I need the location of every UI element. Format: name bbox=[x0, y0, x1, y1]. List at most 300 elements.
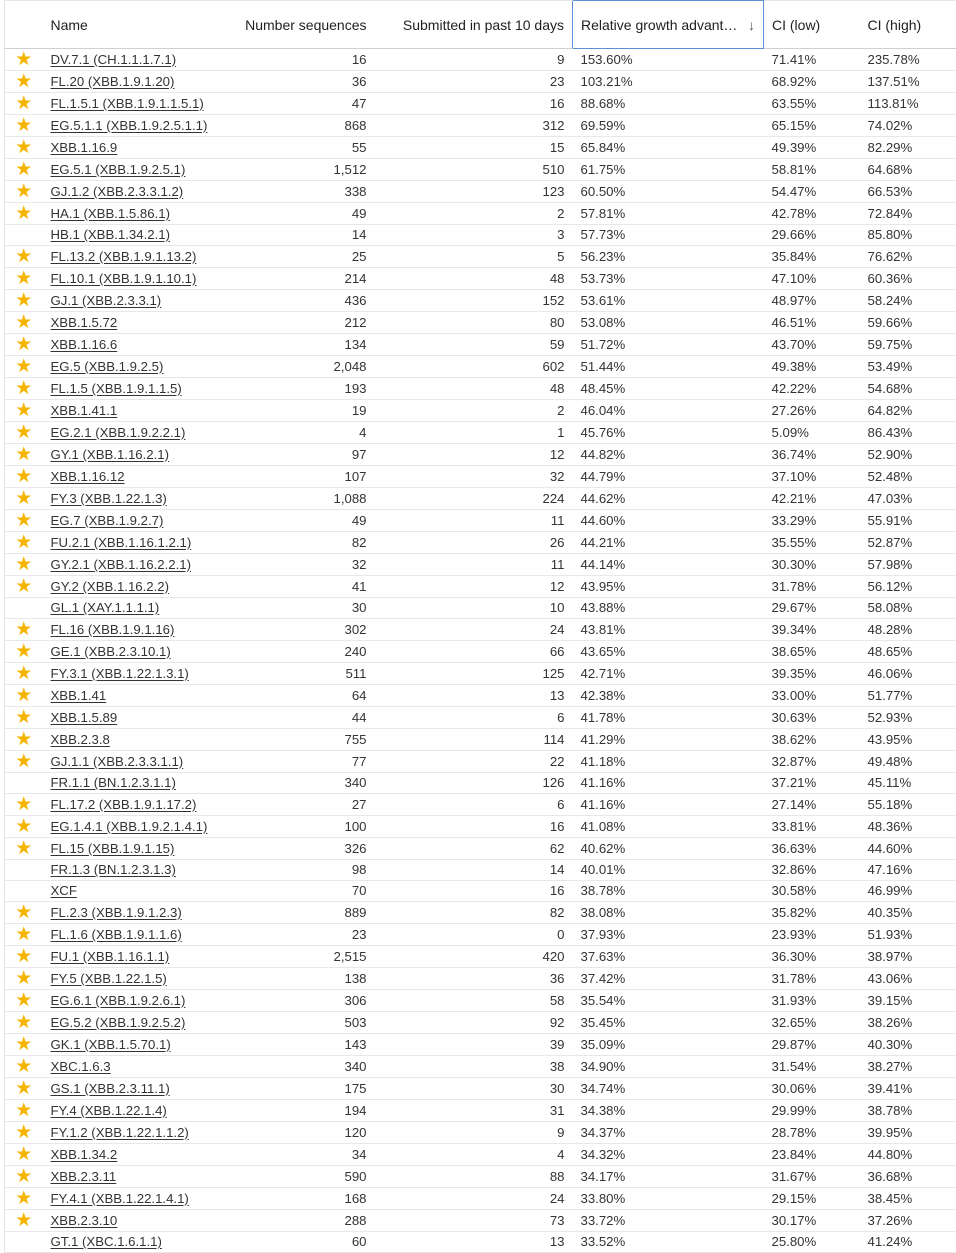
lineage-name-cell bbox=[43, 268, 201, 290]
lineage-link[interactable]: EG.5.1.1 (XBB.1.9.2.5.1.1) bbox=[50, 117, 208, 133]
table-row[interactable] bbox=[5, 1188, 956, 1210]
star-cell[interactable] bbox=[5, 881, 43, 902]
number-sequences-cell: 134 bbox=[201, 334, 375, 356]
lineage-name-cell bbox=[43, 444, 201, 466]
ci-high-cell: 43.95% bbox=[860, 729, 956, 751]
star-icon[interactable]: ★ bbox=[15, 1210, 33, 1231]
table-row[interactable] bbox=[5, 1078, 956, 1100]
table-row[interactable] bbox=[5, 881, 956, 902]
star-icon[interactable]: ★ bbox=[15, 576, 33, 597]
star-icon[interactable]: ★ bbox=[15, 685, 33, 706]
ci-high-cell: 51.77% bbox=[860, 685, 956, 707]
relative-growth-cell: 37.42% bbox=[573, 968, 764, 990]
table-row[interactable] bbox=[5, 1034, 956, 1056]
ci-high-cell: 53.49% bbox=[860, 356, 956, 378]
number-sequences-cell: 338 bbox=[201, 181, 375, 203]
lineage-link[interactable]: GJ.1.2 (XBB.2.3.3.1.2) bbox=[50, 183, 184, 199]
lineage-name-cell bbox=[43, 946, 201, 968]
ci-high-cell: 39.41% bbox=[860, 1078, 956, 1100]
table-row[interactable] bbox=[5, 93, 956, 115]
column-header-ci-low[interactable]: CI (low) bbox=[764, 1, 860, 49]
star-icon[interactable]: ★ bbox=[15, 334, 33, 355]
star-cell[interactable] bbox=[5, 1232, 43, 1253]
ci-high-cell: 64.68% bbox=[860, 159, 956, 181]
star-icon[interactable]: ★ bbox=[15, 1012, 33, 1033]
lineage-link[interactable]: FL.17.2 (XBB.1.9.1.17.2) bbox=[50, 796, 197, 812]
lineage-link[interactable]: HB.1 (XBB.1.34.2.1) bbox=[50, 227, 170, 242]
star-icon[interactable]: ★ bbox=[15, 1122, 33, 1143]
table-row[interactable] bbox=[5, 816, 956, 838]
star-cell[interactable] bbox=[5, 1122, 43, 1144]
star-icon[interactable]: ★ bbox=[15, 1056, 33, 1077]
table-row[interactable] bbox=[5, 71, 956, 93]
ci-low-cell: 35.84% bbox=[764, 246, 860, 268]
column-header-submitted-past-10-days[interactable]: Submitted in past 10 days bbox=[375, 1, 573, 49]
star-cell[interactable] bbox=[5, 115, 43, 137]
lineage-link[interactable]: XBB.1.16.6 bbox=[50, 336, 118, 352]
star-cell[interactable] bbox=[5, 794, 43, 816]
relative-growth-cell: 38.78% bbox=[573, 881, 764, 902]
lineage-link[interactable]: XBB.1.5.89 bbox=[50, 709, 118, 725]
star-icon[interactable]: ★ bbox=[15, 924, 33, 945]
relative-growth-cell: 61.75% bbox=[573, 159, 764, 181]
ci-low-cell: 68.92% bbox=[764, 71, 860, 93]
star-cell[interactable] bbox=[5, 334, 43, 356]
star-cell[interactable] bbox=[5, 466, 43, 488]
star-cell[interactable] bbox=[5, 444, 43, 466]
star-cell[interactable] bbox=[5, 751, 43, 773]
lineage-link[interactable]: XBB.1.41 bbox=[50, 687, 107, 703]
ci-low-cell: 31.93% bbox=[764, 990, 860, 1012]
table-row[interactable] bbox=[5, 990, 956, 1012]
star-icon[interactable]: ★ bbox=[15, 203, 33, 224]
number-sequences-cell: 288 bbox=[201, 1210, 375, 1232]
column-header-relative-growth-advantage[interactable] bbox=[573, 1, 764, 49]
lineage-link[interactable]: FL.13.2 (XBB.1.9.1.13.2) bbox=[50, 248, 197, 264]
star-icon[interactable]: ★ bbox=[15, 268, 33, 289]
star-cell[interactable] bbox=[5, 860, 43, 881]
ci-high-cell: 58.24% bbox=[860, 290, 956, 312]
star-cell[interactable] bbox=[5, 181, 43, 203]
ci-low-cell: 29.67% bbox=[764, 598, 860, 619]
star-cell[interactable] bbox=[5, 1012, 43, 1034]
lineage-link[interactable]: FL.20 (XBB.1.9.1.20) bbox=[50, 73, 175, 89]
star-cell[interactable] bbox=[5, 619, 43, 641]
lineage-link[interactable]: FL.16 (XBB.1.9.1.16) bbox=[50, 621, 175, 637]
lineage-link[interactable]: EG.5.2 (XBB.1.9.2.5.2) bbox=[50, 1014, 186, 1030]
star-cell[interactable] bbox=[5, 1166, 43, 1188]
table-row[interactable] bbox=[5, 488, 956, 510]
star-cell[interactable] bbox=[5, 225, 43, 246]
star-icon[interactable]: ★ bbox=[15, 729, 33, 750]
table-row[interactable] bbox=[5, 290, 956, 312]
lineage-link[interactable]: FL.1.5.1 (XBB.1.9.1.1.5.1) bbox=[50, 95, 204, 111]
star-icon[interactable]: ★ bbox=[15, 532, 33, 553]
lineage-name-cell bbox=[43, 1056, 201, 1078]
star-cell[interactable] bbox=[5, 707, 43, 729]
star-cell[interactable] bbox=[5, 137, 43, 159]
ci-high-cell: 52.93% bbox=[860, 707, 956, 729]
lineage-link[interactable]: XBB.2.3.8 bbox=[50, 731, 110, 747]
table-row[interactable] bbox=[5, 532, 956, 554]
lineage-name-cell bbox=[43, 860, 201, 881]
star-cell[interactable] bbox=[5, 576, 43, 598]
star-cell[interactable] bbox=[5, 816, 43, 838]
lineage-link[interactable]: EG.5 (XBB.1.9.2.5) bbox=[50, 358, 164, 374]
lineage-link[interactable]: XBB.1.16.9 bbox=[50, 139, 118, 155]
star-cell[interactable] bbox=[5, 1078, 43, 1100]
table-row[interactable] bbox=[5, 137, 956, 159]
star-icon[interactable]: ★ bbox=[15, 444, 33, 465]
star-icon[interactable]: ★ bbox=[15, 356, 33, 377]
table-row[interactable] bbox=[5, 663, 956, 685]
star-cell[interactable] bbox=[5, 729, 43, 751]
star-icon[interactable]: ★ bbox=[15, 422, 33, 443]
table-row[interactable] bbox=[5, 751, 956, 773]
relative-growth-cell: 34.17% bbox=[573, 1166, 764, 1188]
lineage-name-cell bbox=[43, 1122, 201, 1144]
star-icon[interactable]: ★ bbox=[15, 968, 33, 989]
star-icon[interactable]: ★ bbox=[15, 902, 33, 923]
submitted-past-10-days-cell: 11 bbox=[375, 554, 573, 576]
star-icon[interactable]: ★ bbox=[15, 816, 33, 837]
table-row[interactable] bbox=[5, 1012, 956, 1034]
lineage-name-cell bbox=[43, 990, 201, 1012]
column-header-star[interactable] bbox=[5, 1, 43, 49]
table-row[interactable] bbox=[5, 268, 956, 290]
lineage-link[interactable]: GE.1 (XBB.2.3.10.1) bbox=[50, 643, 171, 659]
star-icon[interactable]: ★ bbox=[15, 707, 33, 728]
star-cell[interactable] bbox=[5, 49, 43, 71]
lineage-name-cell bbox=[43, 225, 201, 246]
lineage-link[interactable]: XBB.1.34.2 bbox=[50, 1146, 118, 1162]
table-row[interactable] bbox=[5, 1166, 956, 1188]
submitted-past-10-days-cell: 30 bbox=[375, 1078, 573, 1100]
star-icon[interactable]: ★ bbox=[15, 1078, 33, 1099]
table-row[interactable] bbox=[5, 225, 956, 246]
table-row[interactable] bbox=[5, 598, 956, 619]
star-icon[interactable]: ★ bbox=[15, 1034, 33, 1055]
ci-low-cell: 29.99% bbox=[764, 1100, 860, 1122]
table-row[interactable] bbox=[5, 1100, 956, 1122]
ci-high-cell: 72.84% bbox=[860, 203, 956, 225]
star-cell[interactable] bbox=[5, 1056, 43, 1078]
ci-low-cell: 43.70% bbox=[764, 334, 860, 356]
star-cell[interactable] bbox=[5, 93, 43, 115]
lineage-link[interactable]: FY.3.1 (XBB.1.22.1.3.1) bbox=[50, 665, 189, 681]
lineage-name-cell bbox=[43, 93, 204, 115]
lineage-link[interactable]: GY.2 (XBB.1.16.2.2) bbox=[50, 578, 170, 594]
star-cell[interactable] bbox=[5, 1210, 43, 1232]
submitted-past-10-days-cell: 62 bbox=[375, 838, 573, 860]
arrow-down-icon[interactable]: ↓ bbox=[748, 16, 755, 33]
lineage-link[interactable]: FU.2.1 (XBB.1.16.1.2.1) bbox=[50, 534, 192, 550]
table-row[interactable] bbox=[5, 641, 956, 663]
table-row[interactable] bbox=[5, 1144, 956, 1166]
star-cell[interactable] bbox=[5, 488, 43, 510]
lineage-name-cell bbox=[43, 246, 201, 268]
ci-high-cell: 41.24% bbox=[860, 1232, 956, 1253]
star-cell[interactable] bbox=[5, 554, 43, 576]
ci-low-cell: 37.10% bbox=[764, 466, 860, 488]
number-sequences-cell: 1,512 bbox=[201, 159, 375, 181]
lineage-link[interactable]: XBB.2.3.11 bbox=[50, 1168, 117, 1184]
lineage-link[interactable]: FL.1.5 (XBB.1.9.1.1.5) bbox=[50, 380, 182, 396]
table-row[interactable] bbox=[5, 312, 956, 334]
table-row[interactable] bbox=[5, 1210, 956, 1232]
lineage-link[interactable]: GJ.1 (XBB.2.3.3.1) bbox=[50, 292, 162, 308]
star-cell[interactable] bbox=[5, 968, 43, 990]
lineage-link[interactable]: FL.15 (XBB.1.9.1.15) bbox=[50, 840, 175, 856]
ci-low-cell: 30.30% bbox=[764, 554, 860, 576]
star-cell[interactable] bbox=[5, 422, 43, 444]
table-row[interactable] bbox=[5, 1232, 956, 1253]
number-sequences-cell: 889 bbox=[201, 902, 375, 924]
star-cell[interactable] bbox=[5, 924, 43, 946]
lineage-name-cell bbox=[43, 663, 201, 685]
table-row[interactable] bbox=[5, 203, 956, 225]
lineage-link[interactable]: DV.7.1 (CH.1.1.1.7.1) bbox=[50, 51, 177, 67]
star-icon[interactable]: ★ bbox=[15, 400, 33, 421]
lineage-link[interactable]: XBB.1.16.12 bbox=[50, 468, 125, 484]
table-row[interactable] bbox=[5, 1122, 956, 1144]
star-cell[interactable] bbox=[5, 838, 43, 860]
star-cell[interactable] bbox=[5, 268, 43, 290]
star-cell[interactable] bbox=[5, 1034, 43, 1056]
star-cell[interactable] bbox=[5, 946, 43, 968]
table-row[interactable] bbox=[5, 729, 956, 751]
table-row[interactable] bbox=[5, 378, 956, 400]
table-row[interactable] bbox=[5, 246, 956, 268]
star-cell[interactable] bbox=[5, 159, 43, 181]
submitted-past-10-days-cell: 38 bbox=[375, 1056, 573, 1078]
star-icon[interactable]: ★ bbox=[15, 137, 33, 158]
lineage-link[interactable]: FY.1.2 (XBB.1.22.1.1.2) bbox=[50, 1124, 189, 1140]
star-icon[interactable]: ★ bbox=[15, 290, 33, 311]
star-icon[interactable]: ★ bbox=[15, 838, 33, 859]
table-row[interactable] bbox=[5, 838, 956, 860]
submitted-past-10-days-cell: 11 bbox=[375, 510, 573, 532]
table-row[interactable] bbox=[5, 422, 956, 444]
ci-low-cell: 30.06% bbox=[764, 1078, 860, 1100]
ci-high-cell: 64.82% bbox=[860, 400, 956, 422]
star-cell[interactable] bbox=[5, 532, 43, 554]
lineage-link[interactable]: FY.4 (XBB.1.22.1.4) bbox=[50, 1102, 167, 1118]
lineage-link[interactable]: EG.1.4.1 (XBB.1.9.2.1.4.1) bbox=[50, 818, 208, 834]
relative-growth-cell: 42.38% bbox=[573, 685, 764, 707]
star-cell[interactable] bbox=[5, 312, 43, 334]
lineage-link[interactable]: GS.1 (XBB.2.3.11.1) bbox=[50, 1080, 170, 1096]
table-body bbox=[5, 49, 956, 1253]
table-header bbox=[5, 1, 956, 49]
star-icon[interactable]: ★ bbox=[15, 1100, 33, 1121]
lineage-link[interactable]: FL.1.6 (XBB.1.9.1.1.6) bbox=[50, 926, 182, 942]
star-cell[interactable] bbox=[5, 663, 43, 685]
star-icon[interactable]: ★ bbox=[15, 794, 33, 815]
lineage-link[interactable]: FR.1.1 (BN.1.2.3.1.1) bbox=[50, 775, 176, 790]
lineage-link[interactable]: XBC.1.6.3 bbox=[50, 1058, 111, 1074]
lineage-name-cell bbox=[43, 356, 201, 378]
lineage-name-cell bbox=[43, 312, 201, 334]
lineage-link[interactable]: FL.2.3 (XBB.1.9.1.2.3) bbox=[50, 904, 182, 920]
star-icon[interactable]: ★ bbox=[15, 71, 33, 92]
table-row[interactable] bbox=[5, 115, 956, 137]
table-row[interactable] bbox=[5, 510, 956, 532]
lineage-name-cell bbox=[43, 1100, 201, 1122]
lineage-link[interactable]: GL.1 (XAY.1.1.1.1) bbox=[50, 600, 160, 615]
relative-growth-cell: 35.45% bbox=[573, 1012, 764, 1034]
submitted-past-10-days-cell: 126 bbox=[375, 773, 573, 794]
lineage-link[interactable]: FY.4.1 (XBB.1.22.1.4.1) bbox=[50, 1190, 189, 1206]
table-row[interactable] bbox=[5, 924, 956, 946]
table-row[interactable] bbox=[5, 794, 956, 816]
lineage-link[interactable]: XBB.2.3.10 bbox=[50, 1212, 118, 1228]
lineage-link[interactable]: EG.5.1 (XBB.1.9.2.5.1) bbox=[50, 161, 186, 177]
star-cell[interactable] bbox=[5, 203, 43, 225]
table-row[interactable] bbox=[5, 619, 956, 641]
column-header-name[interactable]: Name bbox=[43, 1, 201, 49]
lineage-link[interactable]: XCF bbox=[50, 883, 77, 898]
star-icon[interactable]: ★ bbox=[15, 181, 33, 202]
star-cell[interactable] bbox=[5, 685, 43, 707]
lineage-link[interactable]: GY.2.1 (XBB.1.16.2.2.1) bbox=[50, 556, 192, 572]
star-icon[interactable]: ★ bbox=[15, 641, 33, 662]
lineage-link[interactable]: FU.1 (XBB.1.16.1.1) bbox=[50, 948, 170, 964]
table-row[interactable] bbox=[5, 685, 956, 707]
number-sequences-cell: 1,088 bbox=[201, 488, 375, 510]
ci-high-cell: 52.90% bbox=[860, 444, 956, 466]
lineage-name-cell bbox=[43, 422, 201, 444]
relative-growth-cell: 45.76% bbox=[573, 422, 764, 444]
submitted-past-10-days-cell: 114 bbox=[375, 729, 573, 751]
star-icon[interactable]: ★ bbox=[15, 946, 33, 967]
submitted-past-10-days-cell: 224 bbox=[375, 488, 573, 510]
number-sequences-cell: 36 bbox=[201, 71, 375, 93]
lineage-link[interactable]: EG.7 (XBB.1.9.2.7) bbox=[50, 512, 164, 528]
column-header-ci-high[interactable]: CI (high) bbox=[860, 1, 956, 49]
star-cell[interactable] bbox=[5, 902, 43, 924]
ci-low-cell: 58.81% bbox=[764, 159, 860, 181]
table-row[interactable] bbox=[5, 554, 956, 576]
star-icon[interactable]: ★ bbox=[15, 619, 33, 640]
star-cell[interactable] bbox=[5, 773, 43, 794]
relative-growth-cell: 60.50% bbox=[573, 181, 764, 203]
star-cell[interactable] bbox=[5, 400, 43, 422]
star-cell[interactable] bbox=[5, 246, 43, 268]
table-row[interactable] bbox=[5, 576, 956, 598]
star-cell[interactable] bbox=[5, 356, 43, 378]
table-row[interactable] bbox=[5, 902, 956, 924]
lineage-link[interactable]: FR.1.3 (BN.1.2.3.1.3) bbox=[50, 862, 176, 877]
lineage-link[interactable]: FY.3 (XBB.1.22.1.3) bbox=[50, 490, 167, 506]
table-row[interactable] bbox=[5, 334, 956, 356]
ci-high-cell: 86.43% bbox=[860, 422, 956, 444]
star-cell[interactable] bbox=[5, 641, 43, 663]
star-icon[interactable]: ★ bbox=[15, 1188, 33, 1209]
lineage-link[interactable]: FY.5 (XBB.1.22.1.5) bbox=[50, 970, 167, 986]
table-row[interactable] bbox=[5, 400, 956, 422]
lineage-link[interactable]: XBB.1.41.1 bbox=[50, 402, 118, 418]
table-row[interactable] bbox=[5, 444, 956, 466]
star-cell[interactable] bbox=[5, 598, 43, 619]
table-row[interactable] bbox=[5, 356, 956, 378]
relative-growth-cell: 37.93% bbox=[573, 924, 764, 946]
submitted-past-10-days-cell: 1 bbox=[375, 422, 573, 444]
table-row[interactable] bbox=[5, 707, 956, 729]
ci-high-cell: 38.45% bbox=[860, 1188, 956, 1210]
relative-growth-cell: 53.73% bbox=[573, 268, 764, 290]
ci-low-cell: 30.58% bbox=[764, 881, 860, 902]
star-icon[interactable]: ★ bbox=[15, 49, 33, 70]
lineage-link[interactable]: GK.1 (XBB.1.5.70.1) bbox=[50, 1036, 171, 1052]
star-icon[interactable]: ★ bbox=[15, 93, 33, 114]
ci-low-cell: 29.87% bbox=[764, 1034, 860, 1056]
star-icon[interactable]: ★ bbox=[15, 1144, 33, 1165]
table-row[interactable] bbox=[5, 1056, 956, 1078]
star-icon[interactable]: ★ bbox=[15, 159, 33, 180]
lineage-link[interactable]: EG.6.1 (XBB.1.9.2.6.1) bbox=[50, 992, 186, 1008]
star-icon[interactable]: ★ bbox=[15, 510, 33, 531]
star-cell[interactable] bbox=[5, 1144, 43, 1166]
lineage-name-cell bbox=[43, 902, 201, 924]
star-icon[interactable]: ★ bbox=[15, 554, 33, 575]
number-sequences-cell: 64 bbox=[201, 685, 375, 707]
star-cell[interactable] bbox=[5, 990, 43, 1012]
star-cell[interactable] bbox=[5, 378, 43, 400]
table-row[interactable] bbox=[5, 159, 956, 181]
lineage-link[interactable]: GT.1 (XBC.1.6.1.1) bbox=[50, 1234, 162, 1249]
lineage-link[interactable]: FL.10.1 (XBB.1.9.1.10.1) bbox=[50, 270, 197, 286]
ci-high-cell: 47.03% bbox=[860, 488, 956, 510]
table-row[interactable] bbox=[5, 49, 956, 71]
star-icon[interactable]: ★ bbox=[15, 378, 33, 399]
star-icon[interactable]: ★ bbox=[15, 751, 33, 772]
table-row[interactable] bbox=[5, 466, 956, 488]
number-sequences-cell: 194 bbox=[201, 1100, 375, 1122]
submitted-past-10-days-cell: 24 bbox=[375, 619, 573, 641]
lineage-link[interactable]: EG.2.1 (XBB.1.9.2.2.1) bbox=[50, 424, 186, 440]
star-cell[interactable] bbox=[5, 1188, 43, 1210]
table-row[interactable] bbox=[5, 860, 956, 881]
lineage-name-cell bbox=[43, 924, 201, 946]
table-row[interactable] bbox=[5, 773, 956, 794]
lineage-link[interactable]: GJ.1.1 (XBB.2.3.3.1.1) bbox=[50, 753, 184, 769]
table-row[interactable] bbox=[5, 968, 956, 990]
star-icon[interactable]: ★ bbox=[15, 488, 33, 509]
ci-high-cell: 38.78% bbox=[860, 1100, 956, 1122]
column-header-number-sequences[interactable]: Number sequences bbox=[201, 1, 375, 49]
star-icon[interactable]: ★ bbox=[15, 990, 33, 1011]
star-cell[interactable] bbox=[5, 510, 43, 532]
submitted-past-10-days-cell: 123 bbox=[375, 181, 573, 203]
star-cell[interactable] bbox=[5, 71, 43, 93]
star-icon[interactable]: ★ bbox=[15, 1166, 33, 1187]
number-sequences-cell: 590 bbox=[201, 1166, 375, 1188]
lineage-link[interactable]: HA.1 (XBB.1.5.86.1) bbox=[50, 205, 170, 221]
star-icon[interactable]: ★ bbox=[15, 466, 33, 487]
star-icon[interactable]: ★ bbox=[15, 312, 33, 333]
submitted-past-10-days-cell: 88 bbox=[375, 1166, 573, 1188]
star-icon[interactable]: ★ bbox=[15, 115, 33, 136]
table-row[interactable] bbox=[5, 181, 956, 203]
lineage-link[interactable]: GY.1 (XBB.1.16.2.1) bbox=[50, 446, 170, 462]
lineage-link[interactable]: XBB.1.5.72 bbox=[50, 314, 118, 330]
star-icon[interactable]: ★ bbox=[15, 663, 33, 684]
star-cell[interactable] bbox=[5, 290, 43, 312]
star-icon[interactable]: ★ bbox=[15, 246, 33, 267]
table-row[interactable] bbox=[5, 946, 956, 968]
star-cell[interactable] bbox=[5, 1100, 43, 1122]
